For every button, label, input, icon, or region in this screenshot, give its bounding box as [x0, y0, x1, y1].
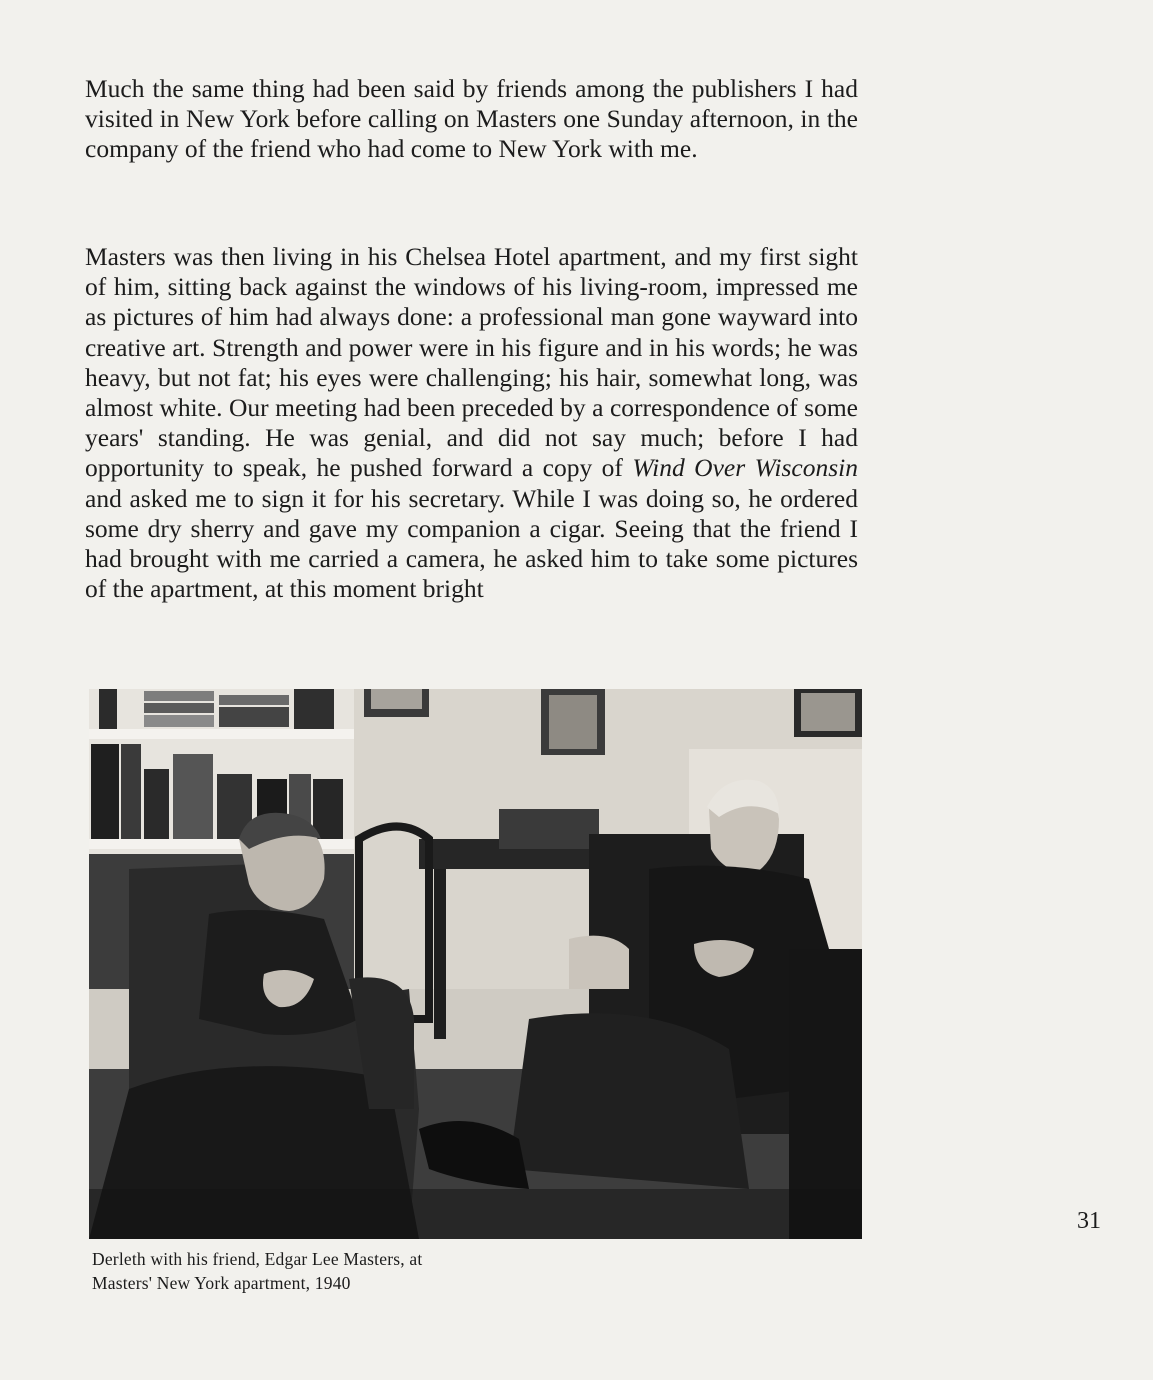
- caption-line-1: Derleth with his friend, Edgar Lee Masters, at: [92, 1249, 423, 1269]
- paragraph-text-part1: Masters was then living in his Chelsea Hotel apartment, and my first sight of him, sitting back against the windows of his living-room, impressed me as pictures of him had always done: a professional man gone wayward into creative art. Strength and power were in his figure and in his words; he was heavy, but not fat; his eyes were challenging; his hair, somewhat long, was almost white. Our meeting had been preceded by a correspondence of some years' standing. He was genial, and did not say much; before I had opportunity to speak, he pushed forward a copy of: [85, 242, 858, 483]
- paragraph-intro: Much the same thing had been said by friends among the publishers I had visited in New York before calling on Masters one Sunday afternoon, in the company of the friend who had come to New York with me.: [85, 74, 858, 164]
- caption-line-2: Masters' New York apartment, 1940: [92, 1273, 351, 1293]
- paragraph-chelsea-hotel: [85, 242, 858, 604]
- page-number: 31: [1077, 1208, 1101, 1234]
- paragraph-text-part2: and asked me to sign it for his secretary. While I was doing so, he ordered some dry sherry and gave my companion a cigar. Seeing that the friend I had brought with me carried a camera, he asked him to take some pictures of the apartment, at this moment bright: [85, 483, 858, 604]
- book-title: Wind Over Wisconsin: [632, 453, 858, 483]
- photo-caption: [92, 1247, 522, 1295]
- photograph-derleth-masters: [89, 689, 862, 1239]
